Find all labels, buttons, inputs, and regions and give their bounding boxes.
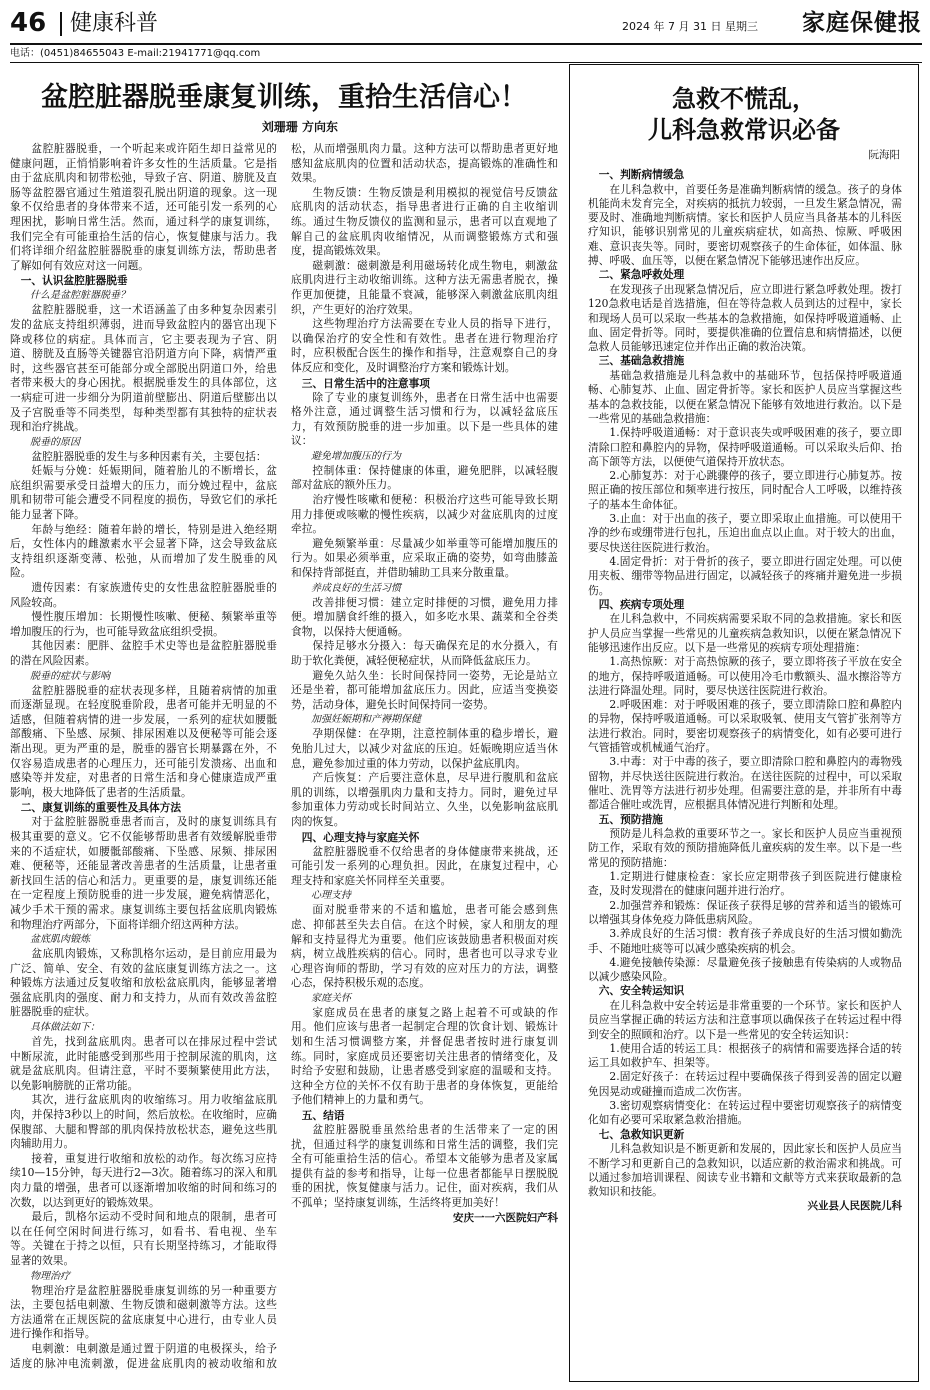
sub-heading: 心理支持	[311, 890, 351, 902]
paragraph: 3.养成良好的生活习惯：教育孩子养成良好的生活习惯如勤洗手、不随地吐痰等可以减少感染疾病的机会。	[588, 927, 902, 955]
section-name: 健康科普	[70, 11, 159, 36]
paragraph: 预防是儿科急救的重要环节之一。家长和医护人员应当重视预防工作，采取有效的预防措施降低儿童疾病的发生率。以下是一些常见的预防措施：	[588, 827, 902, 869]
section-heading: 一、判断病情缓急	[598, 168, 685, 181]
section-heading: 六、安全转运知识	[598, 984, 685, 998]
paragraph: 儿科急救知识是不断更新和发展的，因此家长和医护人员应当不断学习和更新自己的急救知识，以适应新的救治需求和挑战。可以通过参加培训课程、阅读专业书籍和文献等方式来获取最新的急救知识和技能。	[588, 1142, 902, 1199]
sub-heading: 盆底肌肉锻炼	[30, 934, 90, 946]
paragraph: 盆腔脏器脱垂，这一术语涵盖了由多种复杂因素引发的盆底支持组织薄弱，进而导致盆腔内的器官出现下降或移位的病症。具体而言，它主要表现为子宫、阴道、膀胱及直肠等关键器官沿阴道方向下降，病情严重时，这些器官甚至可能部分或全部脱出阴道口外，给患者带来极大的身心困扰。根据脱垂发生的具体部位，这一病症可进一步细分为阴道前壁膨出、阴道后壁膨出以及子宫脱垂等不同类型，每种类型都有其独特的症状表现和治疗挑战。	[10, 303, 277, 434]
section-heading: 一、认识盆腔脏器脱垂	[20, 274, 128, 288]
issue-date: 2024 年 7 月 31 日 星期三	[622, 20, 758, 33]
paragraph: 1.使用合适的转运工具：根据孩子的病情和需要选择合适的转运工具如救护车、担架等。	[588, 1041, 902, 1070]
paragraph: 2.加强营养和锻炼：保证孩子获得足够的营养和适当的锻炼可以增强其身体免疫力降低患病风险。	[588, 898, 902, 926]
section-heading: 二、康复训练的重要性及具体方法	[20, 801, 182, 815]
paragraph: 盆腔脏器脱垂，一个听起来或许陌生却日益常见的健康问题，正悄悄影响着许多女性的生活质量。它是指由于盆底肌肉和韧带松弛，导致子宫、阴道、膀胱及直肠等盆腔器官通过生殖道裂孔脱出阴道的现象。这一现象不仅给患者的身体带来不适，还可能引发一系列的心理困扰，影响日常生活。然而，通过科学的康复训练，我们完全有可能重拾生活的信心，恢复健康与活力。我们将详细介绍盆腔脏器脱垂的康复训练方法，帮助患者了解如何有效应对这一问题。	[10, 142, 277, 272]
paragraph: 孕期保健：在孕期，注意控制体重的稳步增长，避免胎儿过大，以减少对盆底的压迫。妊娠晚期应适当休息，避免参加过重的体力劳动，以保护盆底肌肉。	[291, 727, 558, 770]
paragraph: 1.定期进行健康检查：家长应定期带孩子到医院进行健康检查，及时发现潜在的健康问题并进行治疗。	[588, 870, 902, 898]
paragraph: 遗传因素：有家族遗传史的女性患盆腔脏器脱垂的风险较高。	[10, 581, 277, 609]
paragraph: 面对脱垂带来的不适和尴尬，患者可能会感到焦虑、抑郁甚至失去自信。在这个时候，家人和朋友的理解和支持显得尤为重要。他们应该鼓励患者积极面对疾病，树立战胜疾病的信心。同时，患者也可以寻求专业心理咨询师的帮助，学习有效的应对压力的方法，调整心态，保持积极乐观的态度。	[291, 903, 558, 990]
paragraph: 改善排便习惯：建立定时排便的习惯，避免用力排便。增加膳食纤维的摄入，如多吃水果、蔬菜和全谷类食物，以保持大便通畅。	[291, 595, 558, 638]
paragraph: 首先，找到盆底肌肉。患者可以在排尿过程中尝试中断尿流，此时能感受到那些用于控制尿流的肌肉，这就是盆底肌肉。但请注意，平时不要频繁使用此方法，以免影响膀胱的正常功能。	[10, 1035, 277, 1092]
paragraph: 盆底肌肉锻炼，又称凯格尔运动，是目前应用最为广泛、简单、安全、有效的盆底康复训练方法之一。这种锻炼方法通过反复收缩和放松盆底肌肉，能够显著增强盆底肌肉的强度、耐力和支持力，从而有效改善盆腔脏器脱垂的症状。	[10, 947, 277, 1019]
masthead-rule	[10, 43, 922, 45]
paragraph: 家庭成员在患者的康复之路上起着不可或缺的作用。他们应该与患者一起制定合理的饮食计划、锻炼计划和生活习惯调整方案，并督促患者按时进行康复训练。同时，家庭成员还要密切关注患者的情绪变化，及时给予安慰和鼓励，让患者感受到家庭的温暖和支持。这种全方位的关怀不仅有助于患者的身体恢复，更能给予他们精神上的力量和勇气。	[291, 1005, 558, 1107]
right-article-author: 阮海阳	[868, 149, 900, 161]
page-number: 46	[10, 8, 47, 38]
section-heading: 三、基础急救措施	[598, 354, 685, 368]
paragraph: 盆腔脏器脱垂虽然给患者的生活带来了一定的困扰，但通过科学的康复训练和日常生活的调整，我们完全有可能重拾生活的信心。希望本文能够为患者及家属提供有益的参考和指导，让每一位患者都能早日摆脱脱垂的困扰，恢复健康与活力。记住，面对疾病，我们从不孤单；坚持康复训练，生活终将更加美好！	[291, 1123, 558, 1209]
paragraph: 物理治疗是盆腔脏器脱垂康复训练的另一种重要方法，主要包括电刺激、生物反馈和磁刺激等方法。这些方法通常在正规医院的盆底康复中心进行，由专业人员进行操作和指导。	[10, 1283, 277, 1341]
paper-name: 家庭保健报	[802, 9, 922, 36]
right-article-title	[570, 83, 918, 145]
paragraph: 这些物理治疗方法需要在专业人员的指导下进行，以确保治疗的安全性和有效性。患者在进行物理治疗时，应积极配合医生的操作和指导，注意观察自己的身体反应和变化，及时调整治疗方案和锻炼计划。	[291, 317, 558, 374]
section-heading: 四、疾病专项处理	[598, 597, 685, 611]
left-article-body	[10, 142, 558, 1377]
paragraph: 3.密切观察病情变化：在转运过程中要密切观察孩子的病情变化如有必要可采取紧急救治措施。	[588, 1099, 902, 1127]
paragraph: 接着，重复进行收缩和放松的动作。每次练习应持续10—15分钟，每天进行2—3次。随着练习的深入和肌肉力量的增强，患者可以逐渐增加收缩的时间和练习的次数，以达到更好的锻炼效果。	[10, 1151, 277, 1209]
paragraph: 在儿科急救中，不同疾病需要采取不同的急救措施。家长和医护人员应当掌握一些常见的儿童疾病急救知识，以便在紧急情况下能够迅速作出反应。以下是一些常见的疾病专项处理措施：	[588, 612, 902, 654]
sub-heading: 避免增加腹压的行为	[311, 450, 401, 462]
sub-heading: 脱垂的原因	[30, 436, 80, 448]
section-heading: 五、结语	[301, 1109, 345, 1123]
section-heading: 四、心理支持与家庭关怀	[301, 830, 420, 844]
sub-heading: 家庭关怀	[311, 992, 351, 1004]
paragraph: 4.固定骨折：对于骨折的孩子，要立即进行固定处理。可以使用夹板、绷带等物品进行固定，以减轻孩子的疼痛并避免进一步损伤。	[588, 554, 902, 597]
left-article-title: 盆腔脏器脱垂康复训练，重拾生活信心！	[41, 82, 527, 113]
byline-institution: 安庆一一六医院妇产科	[453, 1211, 558, 1224]
paragraph: 1.保持呼吸道通畅：对于意识丧失或呼吸困难的孩子，要立即清除口腔和鼻腔内的异物，保持呼吸道通畅。可以采取头后仰、抬高下颌等方法，以便使气道保持开放状态。	[588, 426, 902, 468]
paragraph: 产后恢复：产后要注意休息，尽早进行腹肌和盆底肌的训练，以增强肌肉力量和支持力。同时，避免过早参加重体力劳动或长时间站立、久坐，以免影响盆底肌肉的恢复。	[291, 771, 558, 828]
paragraph: 2.心肺复苏：对于心跳骤停的孩子，要立即进行心肺复苏。按照正确的按压部位和频率进行按压，同时配合人工呼吸，以维持孩子的基本生命体征。	[588, 469, 902, 511]
paragraph: 其他因素：肥胖、盆腔手术史等也是盆腔脏器脱垂的潜在风险因素。	[10, 639, 277, 667]
paragraph: 盆腔脏器脱垂不仅给患者的身体健康带来挑战，还可能引发一系列的心理负担。因此，在康复过程中，心理支持和家庭关怀同样至关重要。	[291, 844, 558, 887]
paragraph: 年龄与绝经：随着年龄的增长，特别是进入绝经期后，女性体内的雌激素水平会显著下降，这会导致盆底支持组织逐渐变薄、松弛，从而增加了发生脱垂的风险。	[10, 522, 277, 580]
paragraph: 生物反馈：生物反馈是利用模拟的视觉信号反馈盆底肌肉的活动状态，指导患者进行正确的自主收缩训练。通过生物反馈仪的监测和显示，患者可以直观地了解自己的盆底肌肉收缩情况，从而调整锻炼方式和强度，提高锻炼效果。	[291, 185, 558, 258]
sub-heading: 养成良好的生活习惯	[311, 582, 401, 594]
paragraph: 电刺激：电刺激是通过置于阴道的电极探头，给予适度的脉冲电流刺激，促进盆底肌肉的被动收缩和放松，从而增强肌肉力量。这种方法可以帮助患者更好地感知盆底肌肉的位置和活动状态，提高锻炼的准确性和效果。	[10, 142, 558, 1370]
sub-heading: 加强妊娠期和产褥期保健	[311, 714, 421, 726]
masthead-divider	[60, 12, 62, 36]
sub-heading: 具体做法如下：	[30, 1022, 100, 1034]
paragraph: 其次，进行盆底肌肉的收缩练习。用力收缩盆底肌肉，并保持3秒以上的时间，然后放松。在收缩时，应确保腹部、大腿和臀部的肌肉保持放松状态，避免这些肌肉辅助用力。	[10, 1093, 277, 1151]
paragraph: 避免频繁举重：尽量减少如举重等可能增加腹压的行为。如果必须举重，应采取正确的姿势，如弯曲膝盖和保持背部挺直，并借助辅助工具来分散重量。	[291, 536, 558, 580]
paragraph: 保持足够水分摄入：每天确保充足的水分摄入，有助于软化粪便，减轻便秘症状，从而降低盆底压力。	[291, 639, 558, 667]
paragraph: 3.中毒：对于中毒的孩子，要立即清除口腔和鼻腔内的毒物残留物，并尽快送往医院进行救治。在送往医院的过程中，可以采取催吐、洗胃等方法进行初步处理。但需要注意的是，并非所有中毒都适合催吐或洗胃，应根据具体情况进行判断和处理。	[588, 755, 902, 812]
paragraph: 4.避免接触传染源：尽量避免孩子接触患有传染病的人或物品以减少感染风险。	[588, 955, 902, 984]
paragraph: 妊娠与分娩：妊娠期间，随着胎儿的不断增长，盆底组织需要承受日益增大的压力，而分娩过程中，盆底肌和韧带可能会遭受不同程度的损伤，导致它们的承托能力显著下降。	[10, 464, 277, 522]
section-heading: 五、预防措施	[598, 812, 663, 826]
sub-heading: 脱垂的症状与影响	[30, 670, 110, 682]
paragraph: 2.呼吸困难：对于呼吸困难的孩子，要立即清除口腔和鼻腔内的异物，保持呼吸道通畅。可以采取吸氧、使用支气管扩张剂等方法进行救治。同时，要密切观察孩子的病情变化，如有必要可进行气管插管或机械通气治疗。	[588, 698, 902, 755]
paragraph: 慢性腹压增加：长期慢性咳嗽、便秘、频繁举重等增加腹压的行为，也可能导致盆底组织受损。	[10, 610, 277, 638]
paragraph: 避免久站久坐：长时间保持同一姿势，无论是站立还是坐着，都可能增加盆底压力。因此，应适当变换姿势，活动身体，避免长时间保持同一姿势。	[291, 668, 558, 711]
right-article-box	[569, 64, 919, 1382]
left-article-author: 刘珊珊 方向东	[261, 120, 338, 134]
section-heading: 七、急救知识更新	[598, 1127, 685, 1141]
paragraph: 在儿科急救中安全转运是非常重要的一个环节。家长和医护人员应当掌握正确的转运方法和注意事项以确保孩子在转运过程中得到安全的照顾和治疗。以下是一些常见的安全转运知识：	[588, 999, 902, 1041]
paragraph: 控制体重：保持健康的体重，避免肥胖，以减轻腹部对盆底的额外压力。	[291, 463, 558, 492]
paragraph: 盆腔脏器脱垂的发生与多种因素有关，主要包括：	[31, 449, 267, 463]
right-article-body	[588, 168, 902, 1378]
paragraph: 3.止血：对于出血的孩子，要立即采取止血措施。可以使用干净的纱布或绷带进行包扎，压迫出血点以止血。对于较大的出血，要尽快送往医院进行救治。	[588, 512, 902, 554]
right-title-line-1: 急救不慌乱，	[672, 84, 816, 113]
paragraph: 在发现孩子出现紧急情况后，应立即进行紧急呼救处理。拨打120急救电话是首选措施，但在等待急救人员到达的过程中，家长和现场人员可以采取一些基本的急救措施，如保持呼吸道通畅、止血、固定骨折等。同时，要提供准确的位置信息和病情描述，以便急救人员能够迅速定位并作出正确的救治决策。	[588, 282, 902, 354]
paragraph: 1.高热惊厥：对于高热惊厥的孩子，要立即将孩子平放在安全的地方，保持呼吸道通畅。可以使用冷毛巾敷额头、温水擦浴等方法进行降温处理。同时，要尽快送往医院进行救治。	[588, 655, 902, 697]
paragraph: 在儿科急救中，首要任务是准确判断病情的缓急。孩子的身体机能尚未发育完全，对疾病的抵抗力较弱，一旦发生紧急情况，需要及时、准确地判断病情。家长和医护人员应当具备基本的儿科医疗知识，能够识别常见的儿童疾病症状，如高热、惊厥、呼吸困难、意识丧失等。同时，要密切观察孩子的生命体征，如体温、脉搏、呼吸、血压等，以便在紧急情况下能够迅速作出反应。	[588, 182, 902, 268]
paragraph: 治疗慢性咳嗽和便秘：积极治疗这些可能导致长期用力排便或咳嗽的慢性疾病，以减少对盆底肌肉的过度牵拉。	[291, 493, 558, 536]
right-title-line-2: 儿科急救常识必备	[648, 115, 840, 144]
contact-info: 电话：(0451)84655043 E-mail:21941771@qq.com	[10, 48, 261, 59]
paragraph: 除了专业的康复训练外，患者在日常生活中也需要格外注意，通过调整生活习惯和行为，以减轻盆底压力，有效预防脱垂的进一步加重。以下是一些具体的建议：	[291, 390, 558, 448]
paragraph: 对于盆腔脏器脱垂患者而言，及时的康复训练具有极其重要的意义。它不仅能够帮助患者有效缓解脱垂带来的不适症状，如腰骶部酸痛、下坠感、尿频、排尿困难、便秘等，还能显著改善患者的生活质量，让患者重新找回生活的信心和活力。更重要的是，康复训练还能在一定程度上预防脱垂的进一步发展，避免病情恶化，减少手术干预的需求。康复训练主要包括盆底肌肉锻炼和物理治疗两部分，下面将详细介绍这两种方法。	[10, 815, 277, 931]
section-heading: 三、日常生活中的注意事项	[301, 376, 430, 390]
sub-heading: 什么是盆腔脏器脱垂？	[30, 290, 130, 302]
paragraph: 盆腔脏器脱垂的症状表现多样，且随着病情的加重而逐渐显现。在轻度脱垂阶段，患者可能并无明显的不适感，但随着病情的进一步发展，一系列的症状如腰骶部酸痛、下坠感、尿频、排尿困难以及便秘等可能会逐渐出现。更为严重的是，脱垂的器官长期暴露在外，不仅容易造成患者的心理压力，还可能引发溃疡、出血和感染等并发症，对患者的日常生活和身心健康造成严重影响，极大地降低了患者的生活质量。	[10, 683, 277, 799]
paragraph: 基础急救措施是儿科急救中的基础环节，包括保持呼吸道通畅、心肺复苏、止血、固定骨折等。家长和医护人员应当掌握这些基本的急救技能，以便在紧急情况下能够有效地进行救治。以下是一些常见的基础急救措施：	[588, 369, 902, 425]
paragraph: 最后，凯格尔运动不受时间和地点的限制，患者可以在任何空闲时间进行练习，如看书、看电视、坐车等。关键在于持之以恒，只有长期坚持练习，才能取得显著的效果。	[10, 1210, 277, 1267]
paragraph: 磁刺激：磁刺激是利用磁场转化成生物电，刺激盆底肌肉进行主动收缩训练。这种方法无需患者脱衣，操作更加便捷，且能量不衰减，能够深入刺激盆底肌肉组织，产生更好的治疗效果。	[291, 258, 558, 316]
byline-institution: 兴业县人民医院儿科	[807, 1200, 902, 1213]
contact-rule	[10, 62, 922, 63]
paragraph: 2.固定好孩子：在转运过程中要确保孩子得到妥善的固定以避免因晃动或碰撞而造成二次伤害。	[588, 1070, 902, 1098]
masthead	[10, 8, 922, 40]
sub-heading: 物理治疗	[30, 1270, 70, 1282]
section-heading: 二、紧急呼救处理	[598, 268, 685, 282]
